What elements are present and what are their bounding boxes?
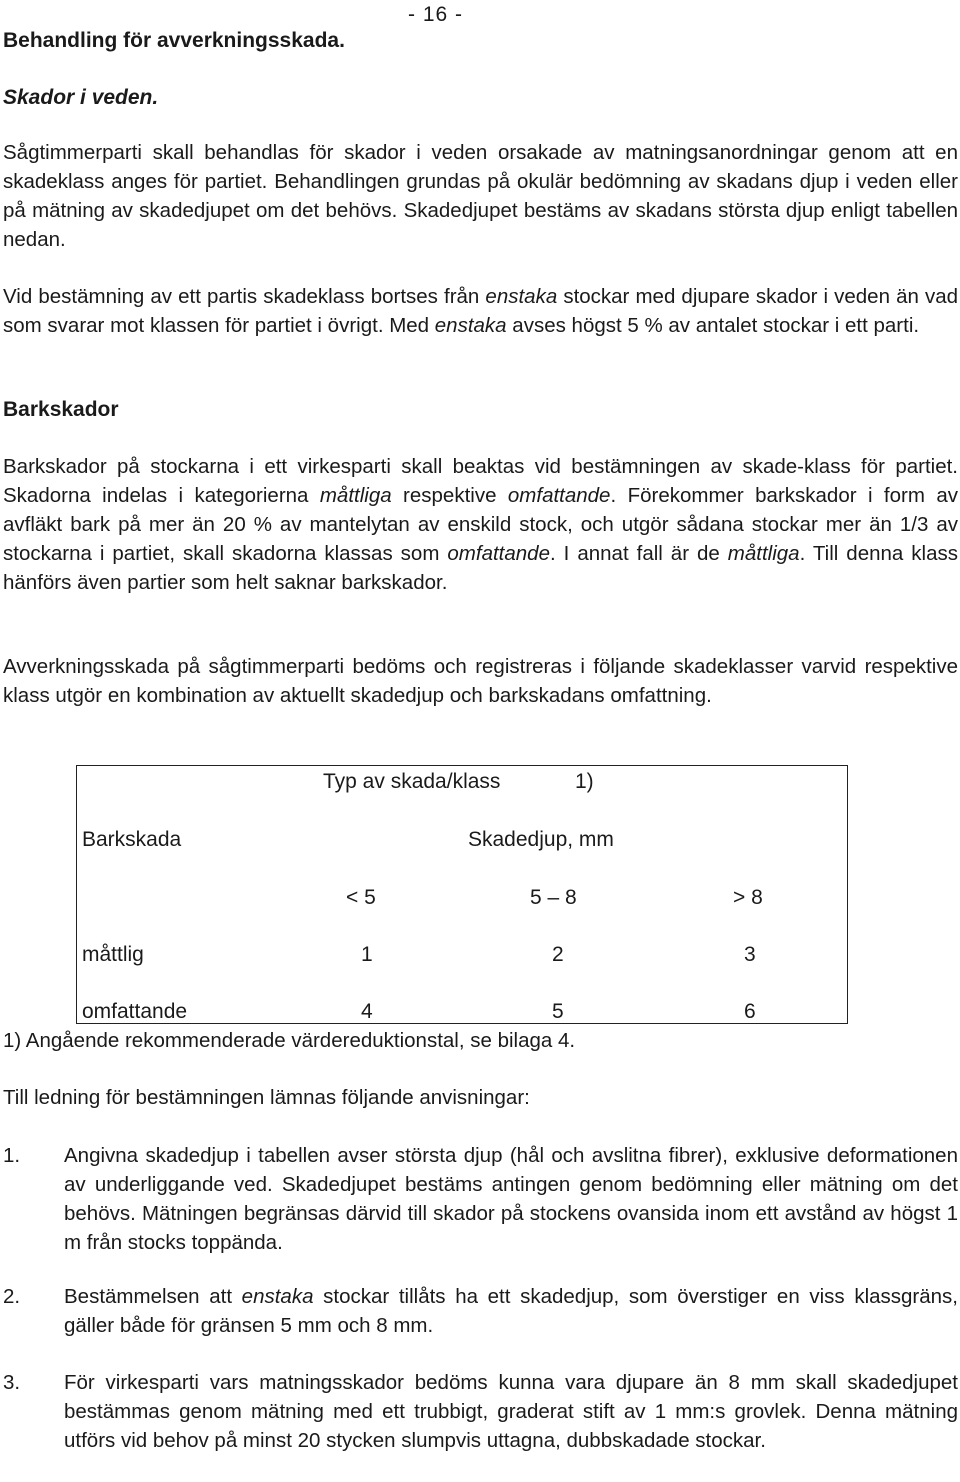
table-header-bark: Barkskada — [82, 828, 182, 851]
list-item-number: 3. — [3, 1371, 21, 1394]
main-heading: Behandling för avverkningsskada. — [3, 29, 345, 52]
bark-heading: Barkskador — [3, 398, 119, 421]
list-item-number: 2. — [3, 1285, 21, 1308]
table-title: Typ av skada/klass — [323, 770, 501, 793]
table-cell: 4 — [361, 1000, 373, 1023]
paragraph-occasional-logs: Vid bestämning av ett partis skadeklass bortses från enstaka stockar med djupare skador i veden än vad som svarar mot klassen för partiet i övrigt. Med enstaka avses högst 5 % av antalet stockar i ett parti. — [3, 285, 959, 337]
table-cell: 1 — [361, 943, 373, 966]
paragraph-bark-damage: Barkskador på stockarna i ett virkesparti skall beaktas vid bestämningen av skade-klass för partiet. Skadorna indelas i kategorierna måttliga respektive omfattande. Förekommer barkskador i form av avfläkt bark på mer än 20 % av mantelytan av enskild stock, och utgör sådana stockar mer än 1/3 av stockarna i partiet, skall skadorna klassas som omfattande. I annat fall är de måttliga. Till denna klass hänförs även partier som helt saknar barkskador. — [3, 455, 958, 594]
instructions-lead: Till ledning för bestämningen lämnas följande anvisningar: — [3, 1086, 530, 1109]
paragraph-damage-classes: Avverkningsskada på sågtimmerparti bedöms och registreras i följande skadeklasser varvid respektive klass utgör en kombination av aktuellt skadedjup och barkskadans omfattning. — [3, 655, 958, 707]
sub-heading: Skador i veden. — [3, 86, 159, 109]
list-item-text: Bestämmelsen att enstaka stockar tillåts ha ett skadedjup, som överstiger en viss klassgräns, gäller både för gränsen 5 mm och 8 mm. — [64, 1285, 958, 1337]
page-number: - 16 - — [408, 3, 464, 26]
table-cell: 5 — [552, 1000, 564, 1023]
table-depth-5-8: 5 – 8 — [530, 886, 577, 909]
table-depth-lt5: < 5 — [346, 886, 376, 909]
table-footnote: 1) Angående rekommenderade värdereduktionstal, se bilaga 4. — [3, 1029, 576, 1052]
table-header-depth: Skadedjup, mm — [468, 828, 614, 851]
table-cell: 2 — [552, 943, 564, 966]
table-title-footnote-ref: 1) — [575, 770, 594, 793]
list-item-text: Angivna skadedjup i tabellen avser största djup (hål och avslitna fibrer), exklusive deformationen av underliggande ved. Skadedjupet bestäms antingen genom bedömning eller mätning om det behövs. Mätningen begränsas därvid till skador på stockens ovansida inom ett avstånd av högst 1 m från stocks toppända. — [64, 1144, 958, 1254]
table-row-label: omfattande — [82, 1000, 188, 1023]
list-item-text: För virkesparti vars matningsskador bedöms kunna vara djupare än 8 mm skall skadedjupet bestämmas genom mätning med ett trubbigt, graderat stift av 1 mm:s grovlek. Denna mätning utförs vid behov på minst 20 stycken slumpvis uttagna, dubbskadade stockar. — [64, 1371, 958, 1452]
table-cell: 3 — [744, 943, 756, 966]
table-row-label: måttlig — [82, 943, 144, 966]
table-cell: 6 — [744, 1000, 756, 1023]
list-item-number: 1. — [3, 1144, 21, 1167]
damage-class-table — [76, 765, 848, 1024]
paragraph-wood-damage: Sågtimmerparti skall behandlas för skador i veden orsakade av matningsanordningar genom att en skadeklass anges för partiet. Behandlingen grundas på okulär bedömning av skadans djup i veden eller på mätning av skadedjupet om det behövs. Skadedjupet bestäms av skadans största djup enligt tabellen nedan. — [3, 141, 958, 251]
table-depth-gt8: > 8 — [733, 886, 763, 909]
